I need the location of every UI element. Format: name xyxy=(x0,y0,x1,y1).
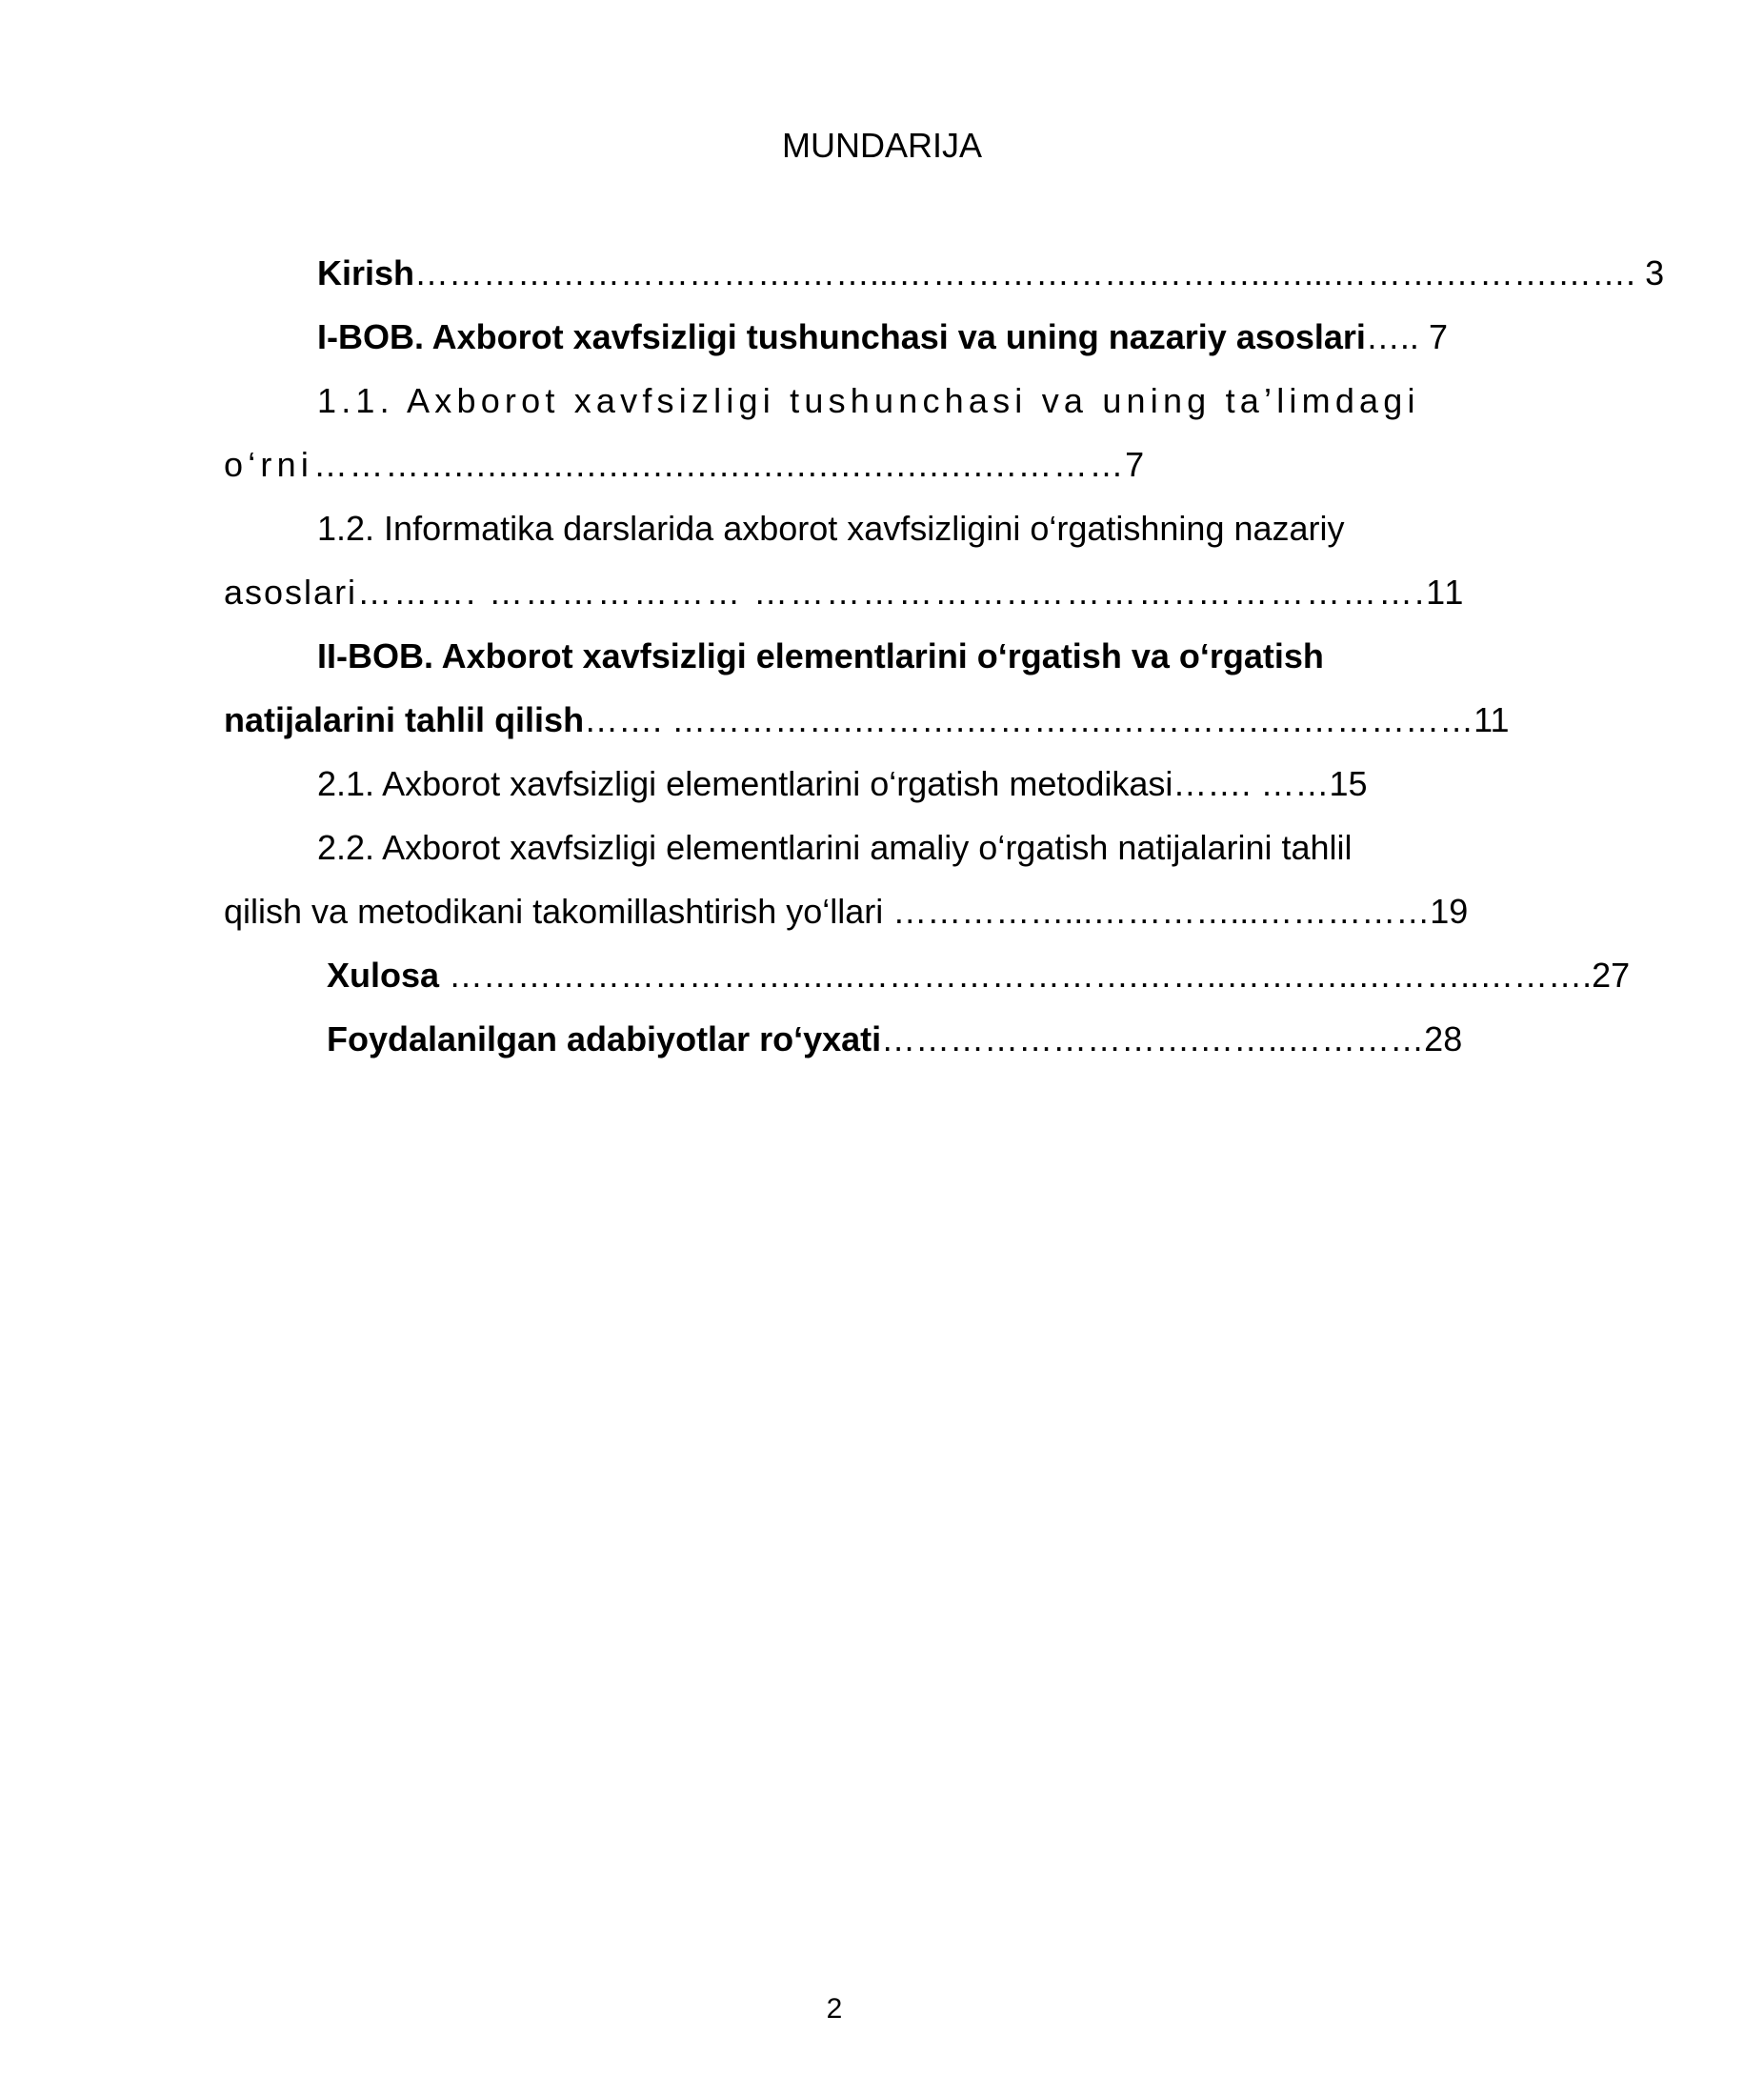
toc-leader: ………......................................................……… xyxy=(313,445,1126,484)
toc-leader: ………………………….…..…………………….……..…….…..………..………. xyxy=(439,956,1593,995)
toc-entry-kirish[interactable] xyxy=(317,251,1664,296)
toc-entry-bob1[interactable] xyxy=(317,314,1448,360)
toc-page-number: 27 xyxy=(1592,956,1631,995)
toc-entry-section-2-1[interactable] xyxy=(317,761,1367,807)
toc-page-number: 19 xyxy=(1430,892,1469,931)
toc-entry-section-1-1-line1[interactable]: 1.1. Axborot xavfsizligi tushunchasi va uning ta’limdagi xyxy=(317,381,1420,420)
toc-leader: ….. xyxy=(1365,317,1429,356)
toc-entry-section-1-2-line2[interactable] xyxy=(224,570,1465,615)
toc-leader: ……………………….……..………… xyxy=(881,1019,1425,1058)
toc-page-number: 28 xyxy=(1424,1019,1463,1058)
toc-leader: ……. …………….……….………….………….….…………… xyxy=(584,700,1474,739)
toc-leader: …………………………….……...………………….………..…...……….……….……. xyxy=(414,253,1646,292)
toc-entry-label: natijalarini tahlil qilish xyxy=(224,700,585,739)
toc-page-number: 7 xyxy=(1125,445,1150,484)
toc-page-number: 11 xyxy=(1473,700,1510,739)
toc-page-number: 11 xyxy=(1426,573,1466,612)
toc-page-number: 3 xyxy=(1645,253,1665,292)
toc-entry-label: Foydalanilgan adabiyotlar ro‘yxati xyxy=(327,1019,882,1058)
toc-leader: ……. …… xyxy=(1173,764,1330,803)
toc-entry-label: 2.1. Axborot xavfsizligi elementlarini o‘rgatish metodikasi xyxy=(317,764,1173,803)
toc-entry-xulosa[interactable] xyxy=(327,953,1630,998)
page-number-footer: 2 xyxy=(826,1993,843,2025)
toc-entry-section-1-1-line2[interactable] xyxy=(224,442,1149,488)
toc-entry-label: Kirish xyxy=(317,253,415,292)
toc-leader: ……………...…………...…………… xyxy=(883,892,1431,931)
toc-entry-label: o‘rni xyxy=(224,445,314,484)
page-title: MUNDARIJA xyxy=(781,126,982,165)
toc-entry-label: qilish va metodikani takomillashtirish yo‘llari xyxy=(224,892,884,931)
toc-entry-label: Xulosa xyxy=(327,956,440,995)
toc-entry-label: asoslari xyxy=(224,573,358,612)
toc-entry-adabiyotlar[interactable] xyxy=(327,1017,1462,1062)
toc-page-number: 7 xyxy=(1428,317,1448,356)
toc-entry-bob2-line2[interactable] xyxy=(224,697,1509,743)
toc-entry-label: I-BOB. Axborot xavfsizligi tushunchasi va uning nazariy asoslari xyxy=(317,317,1366,356)
toc-entry-section-2-2-line1[interactable]: 2.2. Axborot xavfsizligi elementlarini amaliy o‘rgatish natijalarini tahlil xyxy=(317,828,1353,867)
toc-entry-section-2-2-line2[interactable] xyxy=(224,889,1468,935)
toc-entry-section-1-2-line1[interactable]: 1.2. Informatika darslarida axborot xavfsizligini o‘rgatishning nazariy xyxy=(317,509,1345,548)
toc-leader: ………. ………………… …………………..…………..………………. xyxy=(357,573,1427,612)
toc-entry-bob2-line1[interactable]: II-BOB. Axborot xavfsizligi elementlarini o‘rgatish va o‘rgatish xyxy=(317,636,1324,675)
toc-page-number: 15 xyxy=(1329,764,1368,803)
